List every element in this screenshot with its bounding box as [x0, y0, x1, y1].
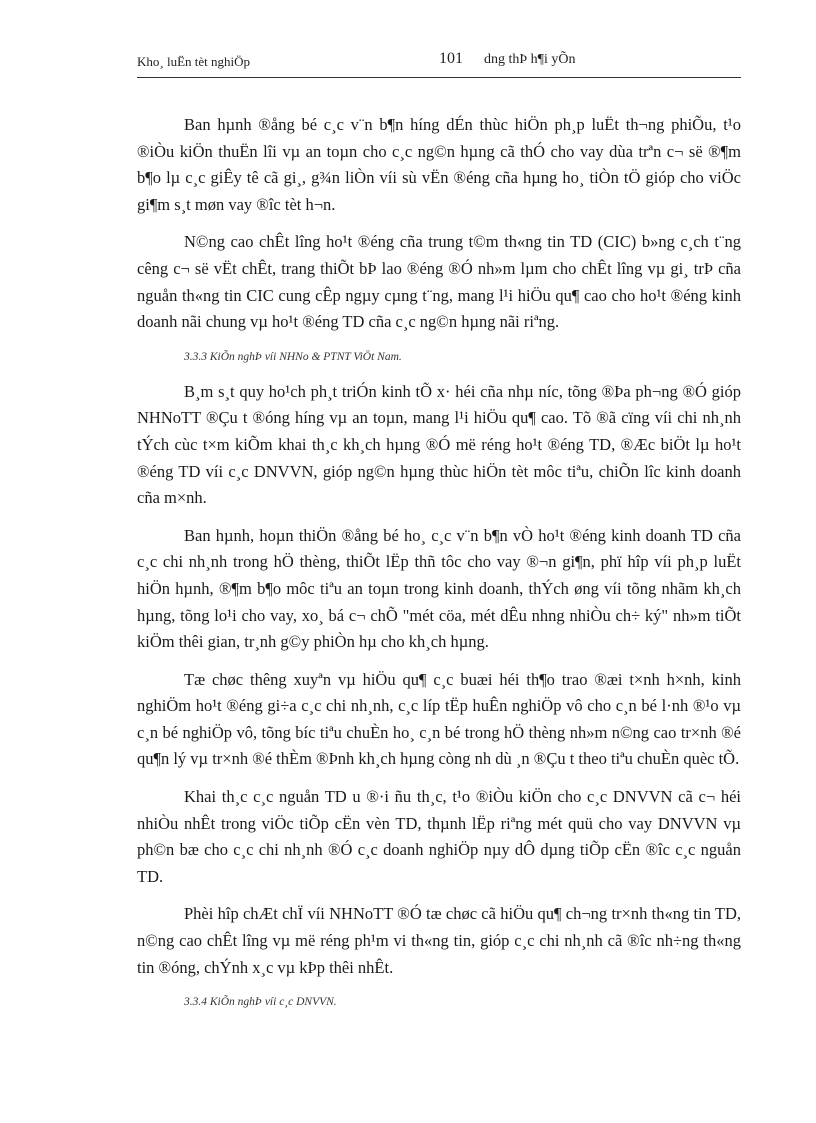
header-author-name: dng thÞ h¶i yÕn: [484, 52, 576, 67]
paragraph: Tæ chøc thêng xuyªn vµ hiÖu qu¶ c¸c buæi héi th¶o trao ®æi t×nh h×nh, kinh nghiÖm ho¹t ®éng gi÷a c¸c chi nh¸nh, c¸c líp tËp huÊn nghiÖp vô cho c¸n bé l·nh ®¹o vµ c¸n bé nghiÖp vô, tõng bíc tiªu chuÈn ho¸ c¸n bé trong hÖ thèng nh»m n©ng cao tr×nh ®é qu¶n lý vµ tr×nh ®é thÈm ®Þnh kh¸ch hµng còng nh dù ¸n ®Çu t theo tiªu chuÈn quèc tÕ.: [137, 669, 741, 769]
page-number: 101: [439, 50, 463, 67]
paragraph: Phèi hîp chÆt chÏ víi NHNoTT ®Ó tæ chøc cã hiÖu qu¶ ch¬ng tr×nh th«ng tin TD, n©ng cao chÊt lîng vµ më réng ph¹m vi th«ng tin, gióp c¸c chi nh¸nh cã ®îc nh÷ng th«ng tin ®óng, chÝnh x¸c vµ kÞp thêi nhÊt.: [137, 904, 741, 977]
header-divider: [137, 77, 741, 78]
header-thesis-label: Kho¸ luËn tèt nghiÖp: [137, 54, 251, 69]
paragraph: N©ng cao chÊt lîng ho¹t ®éng cña trung t©m th«ng tin TD (CIC) b»ng c¸ch t¨ng cêng c¬ së vËt chÊt, trang thiÕt bÞ lao ®éng ®Ó nh»m lµm cho chÊt lîng vµ gi¸ trÞ cña nguån th«ng tin CIC cung cÊp ngµy cµng t¨ng, mang l¹i hiÖu qu¶ cao cho ho¹t ®éng kinh doanh nãi chung vµ ho¹t ®éng TD cña c¸c ng©n hµng nãi riªng.: [137, 232, 741, 332]
page-header: [137, 48, 741, 76]
section-heading-3-3-3: 3.3.3 KiÕn nghÞ víi NHNo & PTNT ViÖt Nam.: [184, 350, 402, 363]
paragraph: B¸m s¸t quy ho¹ch ph¸t triÓn kinh tÕ x· héi cña nhµ níc, tõng ®Þa ph¬ng ®Ó gióp NHNoTT ®Çu t ®óng híng vµ an toµn, mang l¹i hiÖu qu¶ cao. Tõ ®ã cïng víi chi nh¸nh tÝch cùc t×m kiÕm khai th¸c kh¸ch hµng ®Ó më réng ho¹t ®éng TD, ®Æc biÖt lµ ho¹t ®éng TD víi c¸c DNVVN, gióp ng©n hµng thùc hiÖn tèt môc tiªu, chiÕn lîc kinh doanh cña m×nh.: [137, 381, 741, 508]
paragraph: Ban hµnh, hoµn thiÖn ®ång bé ho¸ c¸c v¨n b¶n vÒ ho¹t ®éng kinh doanh TD cña c¸c chi nh¸nh trong hÖ thèng, thiÕt lËp thñ tôc cho vay ®¬n gi¶n, phï hîp víi ph¸p luËt hiÖn hµnh, ®¶m b¶o môc tiªu an toµn trong kinh doanh, thÝch øng víi tõng nhãm kh¸ch hµng, tõng lo¹i cho vay, xo¸ bá c¬ chÕ "mét cöa, mét dÊu nhng nhiÒu ch÷ ký" nh»m tiÕt kiÖm thêi gian, tr¸nh g©y phiÒn hµ cho kh¸ch hµng.: [137, 525, 741, 652]
paragraph: Khai th¸c c¸c nguån TD u ®·i ñu th¸c, t¹o ®iÒu kiÖn cho c¸c DNVVN cã c¬ héi nhiÒu nhÊt trong viÖc tiÕp cËn vèn TD, thµnh lËp riªng mét quü cho vay DNVVN vµ ph©n bæ cho c¸c chi nh¸nh ®Ó c¸c doanh nghiÖp nµy dÔ dµng tiÕp cËn ®îc c¸c nguån TD.: [137, 787, 741, 886]
paragraph: Ban hµnh ®ång bé c¸c v¨n b¶n híng dÉn thùc hiÖn ph¸p luËt th¬ng phiÕu, t¹o ®iÒu kiÖn thuËn lîi vµ an toµn cho c¸c ng©n hµng cã thÓ cho vay dùa trªn c¬ së ®¶m b¶o lµ c¸c giÊy tê cã gi¸, g¾n liÒn víi sù vËn ®éng cña hµng ho¸ tiÒn tÖ gióp cho viÖc gi¶m s¸t møn vay ®îc tèt h¬n.: [137, 115, 741, 214]
document-body: [137, 112, 741, 1024]
section-heading-3-3-4: 3.3.4 KiÕn nghÞ víi c¸c DNVVN.: [184, 996, 337, 1009]
